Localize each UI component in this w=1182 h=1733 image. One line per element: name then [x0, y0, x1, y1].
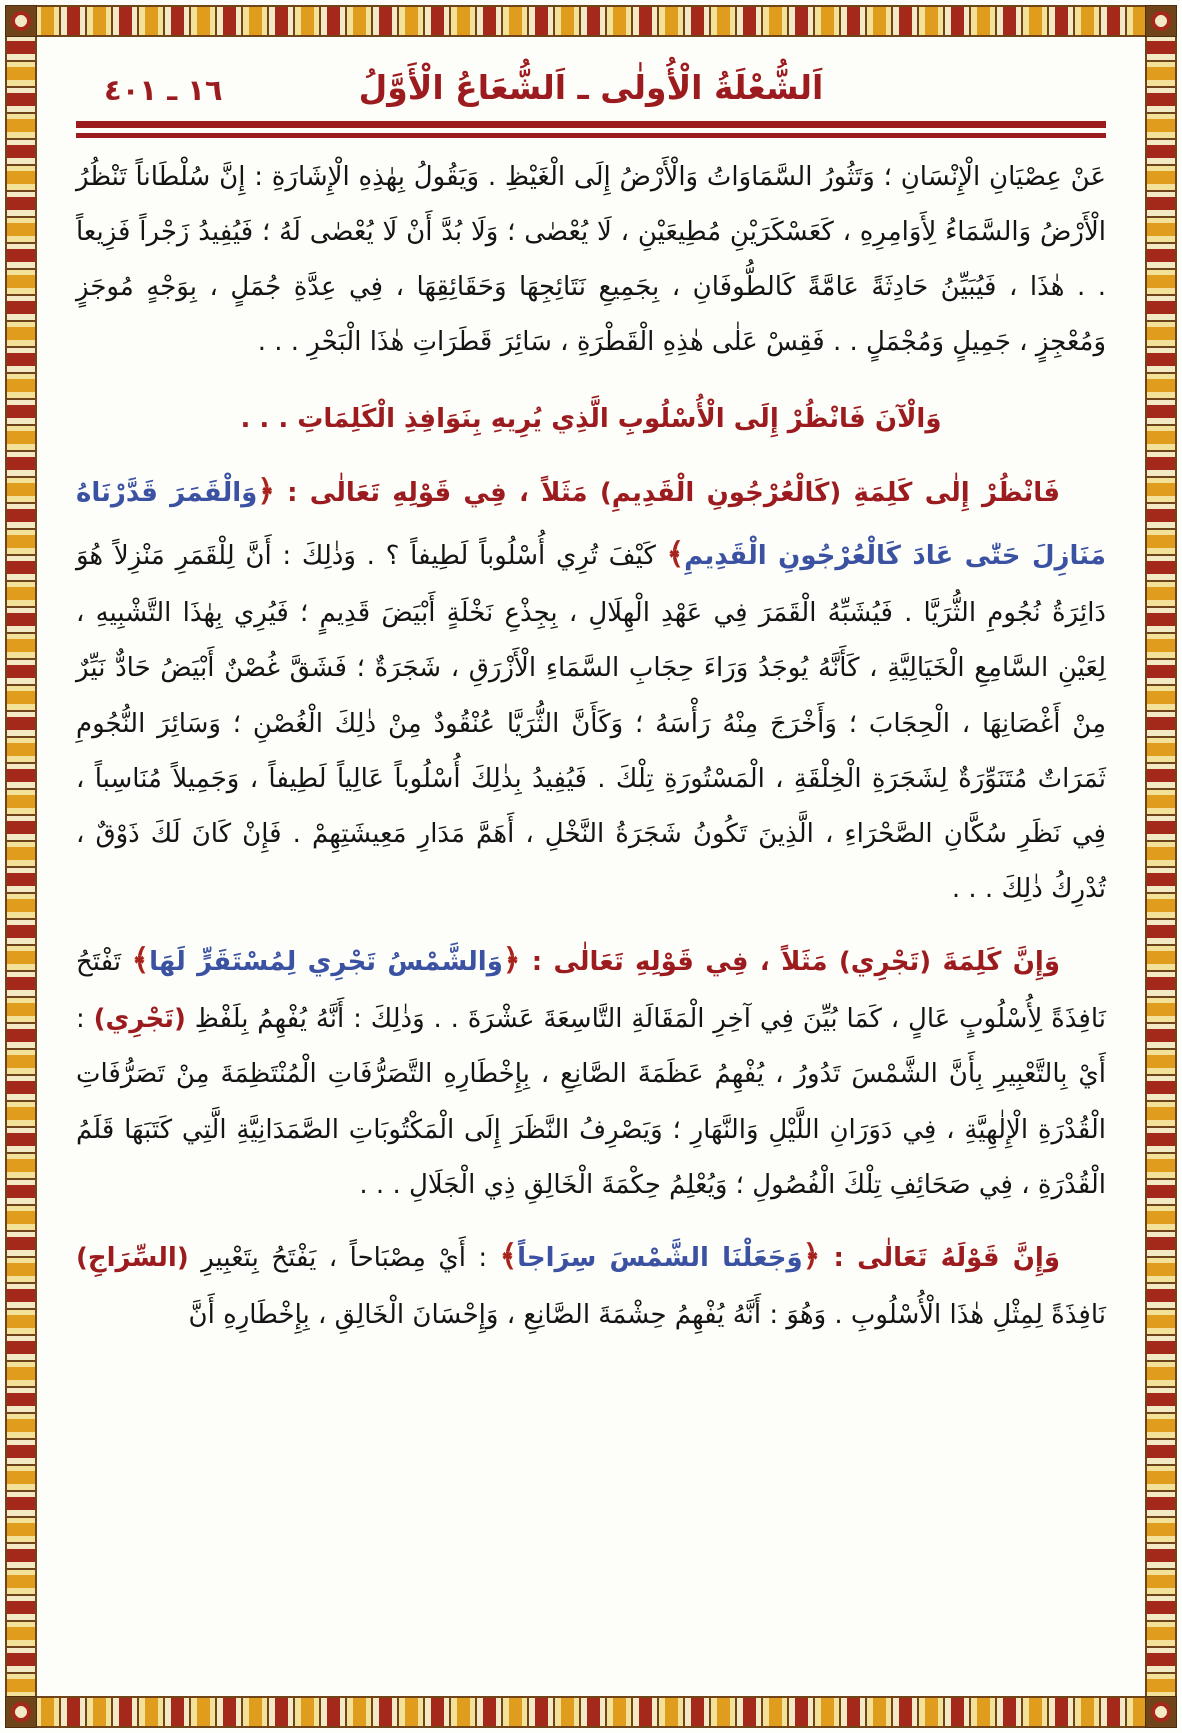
emphasis-red-run: (السِّرَاجِ) [76, 1242, 189, 1273]
emphasis-red-run: وَإِنَّ قَوْلَهُ تَعَالٰى : [820, 1242, 1060, 1273]
border-corner-ornament [1145, 1696, 1177, 1728]
emphasis-red-run: وَإِنَّ كَلِمَةَ (تَجْرِي) مَثَلاً ، فِي قَوْلِهِ تَعَالٰى : [520, 946, 1060, 977]
paragraph-red-heading [76, 392, 1106, 447]
emphasis-red-run: (تَجْرِي) [93, 1004, 186, 1035]
text-run: عَنْ عِصْيَانِ الْإِنْسَانِ ؛ وَتَثُورُ السَّمَاوَاتُ وَالْأَرْضُ إِلَى الْغَيْظِ . وَيَقُولُ بِهٰذِهِ الْإِشَارَةِ : إِنَّ سُلْطَاناً تَنْظُرُ الْأَرْضُ وَالسَّمَاءُ لِأَوَامِرِهِ ، كَعَسْكَرَيْنِ مُطِيعَيْنِ ، لَا يُعْصٰى ؛ وَلَا بُدَّ أَنْ لَا يُعْصٰى لَهُ ؛ فَيُفِيدُ زَجْراً فَزِيعاً . . هٰذَا ، فَيُبَيِّنُ حَادِثَةً عَامَّةً كَالطُّوفَانِ ، بِجَمِيعِ نَتَائِجِهَا وَحَقَائِقِهَا ، فِي عِدَّةِ جُمَلٍ ، بِوَجْهٍ مُوجَزٍ وَمُعْجِزٍ ، جَمِيلٍ وَمُجْمَلٍ . . فَقِسْ عَلٰى هٰذِهِ الْقَطْرَةِ ، سَائِرَ قَطَرَاتِ هٰذَا الْبَحْرِ . . . [76, 162, 1106, 358]
ornamental-border-bottom [5, 1696, 1177, 1728]
quran-quote: وَالشَّمْسُ تَجْرِي لِمُسْتَقَرٍّ لَهَا [149, 946, 503, 977]
page-header [76, 68, 1106, 107]
quran-quote: وَجَعَلْنَا الشَّمْسَ سِرَاجاً [517, 1242, 803, 1273]
text-run: تَفْتَحُ نَافِذَةً لِأُسْلُوبٍ عَالٍ ، كَمَا بُيِّنَ فِي آخِرِ الْمَقَالَةِ التَّاسِعَةَ عَشْرَةَ . . وَذٰلِكَ : أَنَّهُ يُفْهِمُ بِلَفْظِ [76, 946, 1106, 1035]
text-run: : أَيْ بِالتَّعْبِيرِ بِأَنَّ الشَّمْسَ تَدُورُ ، يُفْهِمُ عَظَمَةَ الصَّانِعِ ، بِإِخْطَارِهِ التَّصَرُّفَاتِ الْمُنْتَظِمَةَ مِنْ تَصَرُّفَاتِ الْقُدْرَةِ الْإِلٰهِيَّةِ ، فِي دَوَرَانِ اللَّيْلِ وَالنَّهَارِ ؛ وَيَصْرِفُ النَّظَرَ إِلَى الْمَكْتُوبَاتِ الصَّمَدَانِيَّةِ الَّتِي كَتَبَهَا قَلَمُ الْقُدْرَةِ ، فِي صَحَائِفِ تِلْكَ الْفُصُولِ ؛ وَيُعْلِمُ حِكْمَةَ الْخَالِقِ ذِي الْجَلَالِ . . . [76, 1004, 1106, 1200]
text-run: نَافِذَةً لِمِثْلِ هٰذَا الْأُسْلُوبِ . وَهُوَ : أَنَّهُ يُفْهِمُ حِشْمَةَ الصَّانِعِ ، وَإِحْسَانَ الْخَالِقِ ، بِإِخْطَارِهِ أَنَّ [188, 1300, 1106, 1331]
border-corner-ornament [5, 1696, 37, 1728]
border-corner-ornament [5, 5, 37, 37]
ornamental-border-right [1145, 5, 1177, 1728]
quran-ornate-bracket: ﴿ [502, 942, 521, 978]
text-run: كَيْفَ تُرِي أُسْلُوباً لَطِيفاً ؟ . وَذٰلِكَ : أَنَّ لِلْقَمَرِ مَنْزِلاً هُوَ دَائِرَةُ نُجُومِ الثُّرَيَّا . فَيُشَبِّهُ الْقَمَرَ فِي عَهْدِ الْهِلَالِ ، بِجِذْعِ نَخْلَةٍ أَبْيَضَ قَدِيمٍ ؛ فَيُرِي بِهٰذَا التَّشْبِيهِ ، لِعَيْنِ السَّامِعِ الْخَيَالِيَّةِ ، كَأَنَّهُ يُوجَدُ وَرَاءَ حِجَابِ السَّمَاءِ الْأَزْرَقِ ، شَجَرَةٌ ؛ فَشَقَّ غُصْنٌ أَبْيَضُ حَادٌّ نَيِّرٌ مِنْ أَغْصَانِهَا ، الْحِجَابَ ؛ وَأَخْرَجَ مِنْهُ رَأْسَهُ ؛ وَكَأَنَّ الثُّرَيَّا عُنْقُودٌ مِنْ ذٰلِكَ الْغُصْنِ ؛ وَسَائِرَ النُّجُومِ ثَمَرَاتٌ مُتَنَوِّرَةٌ لِشَجَرَةِ الْخِلْقَةِ ، الْمَسْتُورَةِ تِلْكَ . فَيُفِيدُ بِذٰلِكَ أُسْلُوباً عَالِياً لَطِيفاً ، وَجَمِيلاً مُنَاسِباً ، فِي نَظَرِ سُكَّانِ الصَّحْرَاءِ ، الَّذِينَ تَكُونُ شَجَرَةُ النَّخْلِ ، أَهَمَّ مَدَارِ مَعِيشَتِهِمْ . فَإِنْ كَانَ لَكَ ذَوْقٌ ، تُدْرِكُ ذٰلِكَ . . . [76, 540, 1106, 904]
quran-ornate-bracket: ﴾ [666, 536, 685, 572]
emphasis-red-run: وَالْآنَ فَانْظُرْ إِلَى الْأُسْلُوبِ الَّذِي يُرِيهِ بِنَوَافِذِ الْكَلِمَاتِ . . . [240, 404, 942, 435]
paragraph-continuation [76, 150, 1106, 370]
emphasis-red-run: فَانْظُرْ إِلٰى كَلِمَةِ (كَالْعُرْجُونِ الْقَدِيمِ) مَثَلاً ، فِي قَوْلِهِ تَعَالٰى : [274, 477, 1060, 508]
text-run: : أَيْ مِصْبَاحاً ، يَفْتَحُ بِتَعْبِيرِ [188, 1242, 500, 1273]
body-text [76, 150, 1106, 1343]
paragraph-siraj [76, 1225, 1106, 1344]
border-corner-ornament [1145, 5, 1177, 37]
quran-quote: وَالْقَمَرَ قَدَّرْنَاهُ مَنَازِلَ حَتّٰى عَادَ كَالْعُرْجُونِ الْقَدِيمِ [76, 477, 1106, 571]
ornamental-border-left [5, 5, 37, 1728]
page-number: ١٦ ـ ٤٠١ [104, 73, 223, 107]
quran-ornate-bracket: ﴿ [802, 1238, 821, 1274]
paragraph-urjun-qadim [76, 460, 1106, 917]
page-content [42, 42, 1140, 1691]
page-title: اَلشُّعْلَةُ الْأُولٰى ـ اَلشُّعَاعُ الْأَوَّلُ [358, 68, 824, 107]
quran-ornate-bracket: ﴿ [257, 473, 275, 509]
paragraph-tajri [76, 929, 1106, 1213]
quran-ornate-bracket: ﴾ [499, 1238, 518, 1274]
quran-ornate-bracket: ﴾ [131, 942, 150, 978]
ornamental-border-top [5, 5, 1177, 37]
title-double-rule [76, 121, 1106, 138]
